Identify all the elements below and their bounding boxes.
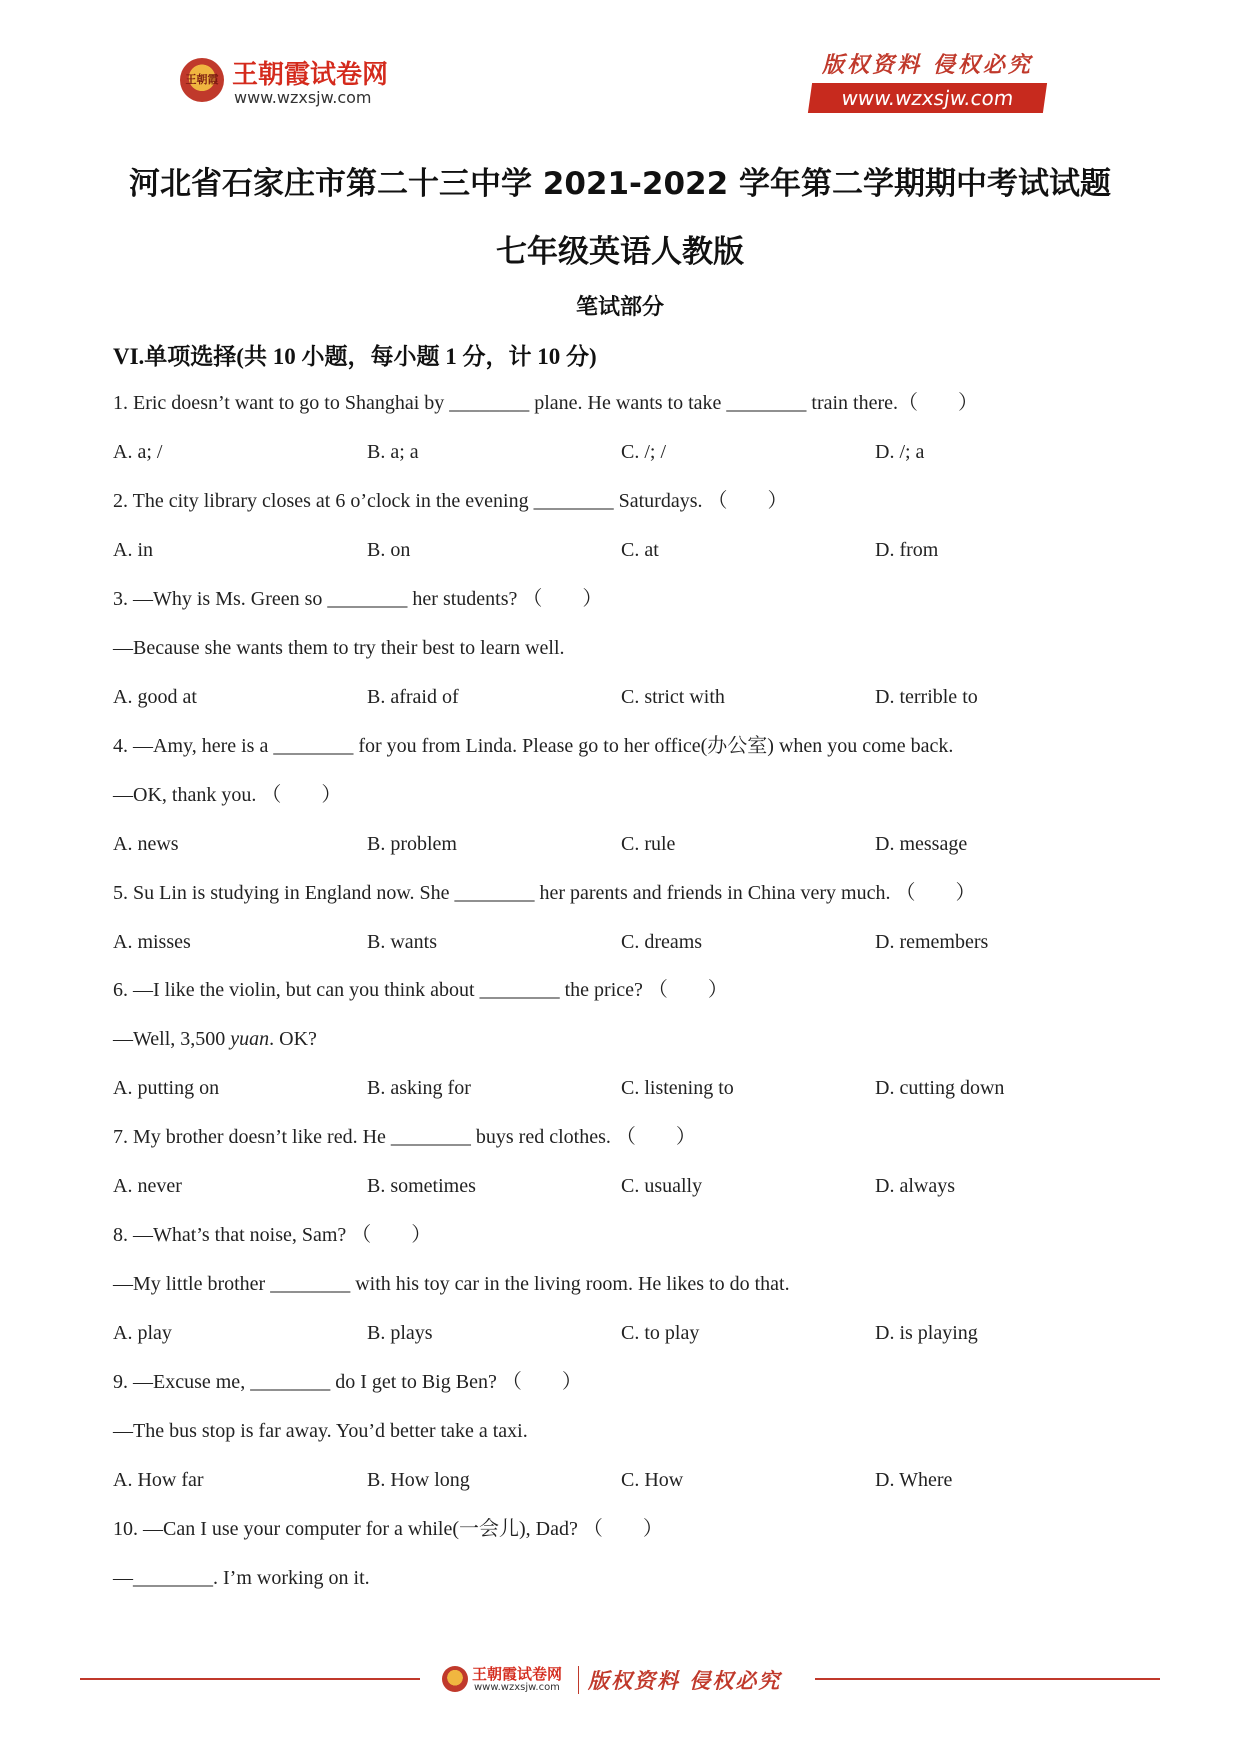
option: C. usually <box>621 1175 703 1197</box>
footer-rule-right <box>815 1678 1160 1680</box>
question-line: 7. My brother doesn’t like red. He ________ buys red clothes. （ ） <box>113 1126 696 1148</box>
question-line: —________. I’m working on it. <box>113 1567 370 1589</box>
option: D. remembers <box>875 931 989 953</box>
option: B. problem <box>367 833 457 855</box>
option: A. in <box>113 539 153 561</box>
logo-seal-icon: 王朝霞 <box>180 58 224 102</box>
option: A. putting on <box>113 1077 220 1099</box>
question-line: —OK, thank you. （ ） <box>113 784 342 806</box>
option: B. asking for <box>367 1077 471 1099</box>
footer-rule-left <box>80 1678 420 1680</box>
question-options <box>113 684 1133 710</box>
option: D. from <box>875 539 939 561</box>
option: B. plays <box>367 1322 433 1344</box>
option: A. How far <box>113 1469 204 1491</box>
question-line: 4. —Amy, here is a ________ for you from Linda. Please go to her office(办公室) when you come back. <box>113 735 954 757</box>
footer-brand: 王朝霞试卷网 <box>472 1665 563 1683</box>
option: B. How long <box>367 1469 470 1491</box>
option: C. rule <box>621 833 676 855</box>
header-url-box: www.wzxsjw.com <box>808 83 1047 113</box>
question-options <box>113 1320 1133 1346</box>
option: A. misses <box>113 931 191 953</box>
logo-brand: 王朝霞试卷网 <box>232 60 389 90</box>
option: B. wants <box>367 931 437 953</box>
option: C. dreams <box>621 931 703 953</box>
logo-url: www.wzxsjw.com <box>234 88 372 107</box>
question-line: —The bus stop is far away. You’d better take a taxi. <box>113 1420 528 1442</box>
option: C. strict with <box>621 686 725 708</box>
option: D. always <box>875 1175 955 1197</box>
question-options <box>113 537 1133 563</box>
header-slogan: 版权资料 侵权必究 <box>822 52 1033 78</box>
option: A. good at <box>113 686 197 708</box>
page-title: 河北省石家庄市第二十三中学 2021-2022 学年第二学期期中考试试题 <box>128 166 1111 202</box>
option: C. listening to <box>621 1077 734 1099</box>
question-options <box>113 1173 1133 1199</box>
option: B. on <box>367 539 411 561</box>
question-options <box>113 831 1133 857</box>
option: C. at <box>621 539 659 561</box>
question-options <box>113 1075 1133 1101</box>
option: A. never <box>113 1175 182 1197</box>
header-copyright <box>810 48 1045 113</box>
page-footer <box>0 1660 1240 1700</box>
option: B. a; a <box>367 441 419 463</box>
question-line: 1. Eric doesn’t want to go to Shanghai by ________ plane. He wants to take ________ train there.（ ） <box>113 392 979 414</box>
question-line: 8. —What’s that noise, Sam? （ ） <box>113 1224 432 1246</box>
option: C. /; / <box>621 441 667 463</box>
option: D. cutting down <box>875 1077 1005 1099</box>
option: A. play <box>113 1322 172 1344</box>
option: D. /; a <box>875 441 925 463</box>
section-heading: VI.单项选择(共 10 小题，每小题 1 分，计 10 分) <box>113 344 597 369</box>
option: B. afraid of <box>367 686 459 708</box>
question-line: —Because she wants them to try their best to learn well. <box>113 637 565 659</box>
header-logo <box>180 52 420 112</box>
question-line: —Well, 3,500 yuan. OK? <box>113 1028 317 1050</box>
question-line: 5. Su Lin is studying in England now. She ________ her parents and friends in China very much. （ ） <box>113 882 976 904</box>
option: B. sometimes <box>367 1175 476 1197</box>
footer-url: www.wzxsjw.com <box>474 1682 560 1693</box>
option: C. to play <box>621 1322 700 1344</box>
option: C. How <box>621 1469 684 1491</box>
question-line: —My little brother ________ with his toy car in the living room. He likes to do that. <box>113 1273 790 1295</box>
option: D. is playing <box>875 1322 978 1344</box>
page-subtitle: 七年级英语人教版 <box>496 234 744 270</box>
footer-slogan: 版权资料 侵权必究 <box>588 1668 782 1693</box>
option: D. terrible to <box>875 686 978 708</box>
option: A. a; / <box>113 441 163 463</box>
section-label: 笔试部分 <box>575 295 664 320</box>
question-options <box>113 439 1133 465</box>
question-line: 10. —Can I use your computer for a while(一会儿), Dad? （ ） <box>113 1518 663 1540</box>
question-line: 6. —I like the violin, but can you think about ________ the price? （ ） <box>113 979 728 1001</box>
footer-seal-icon <box>442 1666 468 1692</box>
question-line: 3. —Why is Ms. Green so ________ her students? （ ） <box>113 588 603 610</box>
question-options <box>113 929 1133 955</box>
question-line: 2. The city library closes at 6 o’clock in the evening ________ Saturdays. （ ） <box>113 490 788 512</box>
question-options <box>113 1467 1133 1493</box>
option: D. message <box>875 833 968 855</box>
question-line: 9. —Excuse me, ________ do I get to Big Ben? （ ） <box>113 1371 582 1393</box>
option: D. Where <box>875 1469 953 1491</box>
footer-separator <box>578 1666 579 1694</box>
option: A. news <box>113 833 179 855</box>
